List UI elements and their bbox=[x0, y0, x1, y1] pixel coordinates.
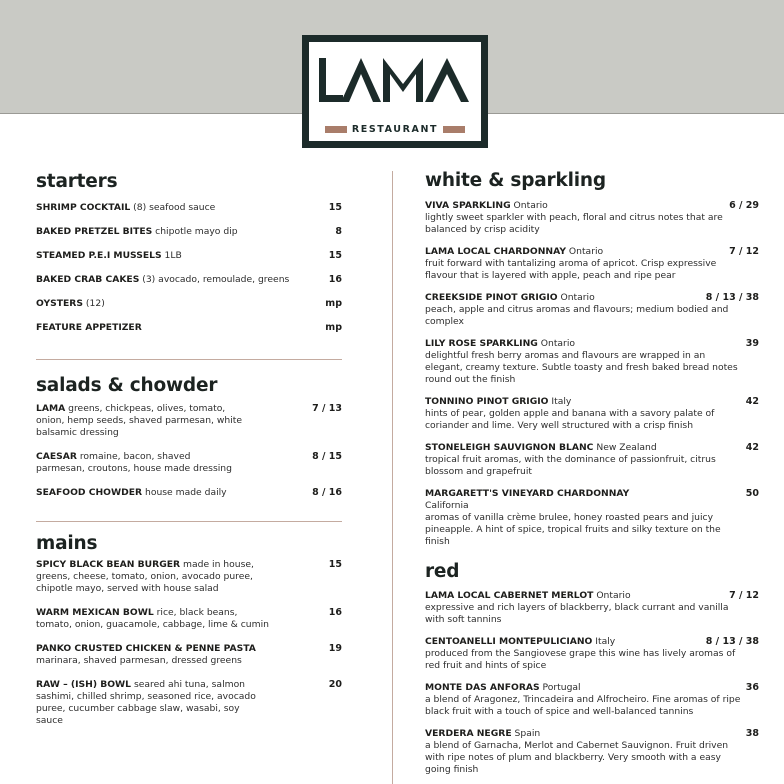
item-price: 8 / 13 / 38 bbox=[705, 292, 759, 303]
menu-item: LAMA greens, chickpeas, olives, tomato, onion, hemp seeds, shaved parmesan, white balsamic dressing 7 / 13 bbox=[36, 403, 342, 438]
wine-item: LAMA LOCAL CABERNET MERLOT Ontario expressive and rich layers of blackberry, black currant and vanilla with soft tannins 7 / 12 bbox=[425, 590, 759, 625]
wine-item: STONELEIGH SAUVIGNON BLANC New Zealand tropical fruit aromas, with the dominance of passionfruit, citrus blossom and grapefruit 42 bbox=[425, 442, 759, 477]
menu-item: OYSTERS (12) mp bbox=[36, 298, 342, 309]
menu-item: BAKED CRAB CAKES (3) avocado, remoulade, greens 16 bbox=[36, 274, 342, 285]
logo-accent-bar-right bbox=[443, 126, 465, 133]
section-title-white-sparkling: white & sparkling bbox=[425, 170, 606, 191]
item-price: 20 bbox=[328, 679, 342, 690]
menu-item: RAW – (ISH) BOWL seared ahi tuna, salmon sashimi, chilled shrimp, seasoned rice, avocado puree, cucumber cabbage slaw, wasabi, soy sauce 20 bbox=[36, 679, 342, 726]
wine-item: LILY ROSE SPARKLING Ontario delightful fresh berry aromas and flavours are wrapped in an elegant, creamy texture. Subtle toasty and fresh baked bread notes round out the finish 39 bbox=[425, 338, 759, 385]
item-price: 8 / 16 bbox=[312, 487, 342, 498]
item-price: 39 bbox=[745, 338, 759, 349]
menu-item: SHRIMP COCKTAIL (8) seafood sauce 15 bbox=[36, 202, 342, 213]
item-price: 38 bbox=[745, 728, 759, 739]
item-price: 7 / 12 bbox=[729, 590, 759, 601]
column-divider bbox=[392, 171, 393, 784]
item-price: 15 bbox=[328, 250, 342, 261]
item-price: mp bbox=[325, 298, 342, 309]
logo-subtitle: RESTAURANT bbox=[351, 124, 439, 135]
restaurant-logo bbox=[302, 35, 488, 148]
wine-item: VERDERA NEGRE Spain a blend of Garnacha, Merlot and Cabernet Sauvignon. Fruit driven with ripe notes of plum and blackberry. Very smooth with a easy going finish 38 bbox=[425, 728, 759, 775]
item-price: 42 bbox=[745, 442, 759, 453]
menu-item: WARM MEXICAN BOWL rice, black beans, tomato, onion, guacamole, cabbage, lime & cumin 16 bbox=[36, 607, 342, 630]
item-price: 50 bbox=[745, 488, 759, 499]
section-title-mains: mains bbox=[36, 533, 98, 554]
item-price: mp bbox=[325, 322, 342, 333]
item-price: 19 bbox=[328, 643, 342, 654]
item-price: 15 bbox=[328, 202, 342, 213]
wine-item: TONNINO PINOT GRIGIO Italy hints of pear, golden apple and banana with a savory palate of coriander and lime. Very well structured with a crisp finish 42 bbox=[425, 396, 759, 431]
menu-item: PANKO CRUSTED CHICKEN & PENNE PASTA marinara, shaved parmesan, dressed greens 19 bbox=[36, 643, 342, 666]
menu-item: SEAFOOD CHOWDER house made daily 8 / 16 bbox=[36, 487, 342, 498]
wine-item: MARGARETT'S VINEYARD CHARDONNAY California aromas of vanilla crème brulee, honey roasted pears and juicy pineapple. A hint of spice, tropical fruits and silky texture on the finish 50 bbox=[425, 488, 759, 547]
menu-item: STEAMED P.E.I MUSSELS 1LB 15 bbox=[36, 250, 342, 261]
section-divider bbox=[36, 359, 342, 360]
item-price: 15 bbox=[328, 559, 342, 570]
section-title-salads: salads & chowder bbox=[36, 375, 218, 396]
item-price: 8 / 15 bbox=[312, 451, 342, 462]
section-title-red: red bbox=[425, 561, 460, 582]
wine-item: CREEKSIDE PINOT GRIGIO Ontario peach, apple and citrus aromas and flavours; medium bodied and complex 8 / 13 / 38 bbox=[425, 292, 759, 327]
lama-logo-mark bbox=[317, 56, 473, 106]
wine-item: VIVA SPARKLING Ontario lightly sweet sparkler with peach, floral and citrus notes that are balanced by crisp acidity 6 / 29 bbox=[425, 200, 759, 235]
food-menu-column bbox=[36, 170, 342, 739]
item-price: 7 / 13 bbox=[312, 403, 342, 414]
item-price: 36 bbox=[745, 682, 759, 693]
wine-item: LAMA LOCAL CHARDONNAY Ontario fruit forward with tantalizing aroma of apricot. Crisp expressive flavour that is layered with apple, peach and ripe pear 7 / 12 bbox=[425, 246, 759, 281]
item-price: 16 bbox=[328, 274, 342, 285]
logo-accent-bar-left bbox=[325, 126, 347, 133]
section-divider bbox=[36, 521, 342, 522]
item-price: 8 bbox=[335, 226, 342, 237]
menu-item: FEATURE APPETIZER mp bbox=[36, 322, 342, 333]
menu-item: CAESAR romaine, bacon, shaved parmesan, croutons, house made dressing 8 / 15 bbox=[36, 451, 342, 474]
item-price: 6 / 29 bbox=[729, 200, 759, 211]
item-price: 16 bbox=[328, 607, 342, 618]
item-price: 7 / 12 bbox=[729, 246, 759, 257]
wine-item: CENTOANELLI MONTEPULICIANO Italy produced from the Sangiovese grape this wine has lively aromas of red fruit and hints of spice 8 / 13 / 38 bbox=[425, 636, 759, 671]
menu-item: BAKED PRETZEL BITES chipotle mayo dip 8 bbox=[36, 226, 342, 237]
section-title-starters: starters bbox=[36, 171, 118, 192]
wine-menu-column bbox=[425, 169, 759, 784]
wine-item: MONTE DAS ANFORAS Portugal a blend of Aragonez, Trincadeira and Alfrocheiro. Fine aromas of ripe black fruit with a touch of spice and well-balanced tannins 36 bbox=[425, 682, 759, 717]
menu-item: SPICY BLACK BEAN BURGER made in house, greens, cheese, tomato, onion, avocado puree, chipotle mayo, served with house salad 15 bbox=[36, 559, 342, 594]
item-price: 42 bbox=[745, 396, 759, 407]
item-price: 8 / 13 / 38 bbox=[705, 636, 759, 647]
